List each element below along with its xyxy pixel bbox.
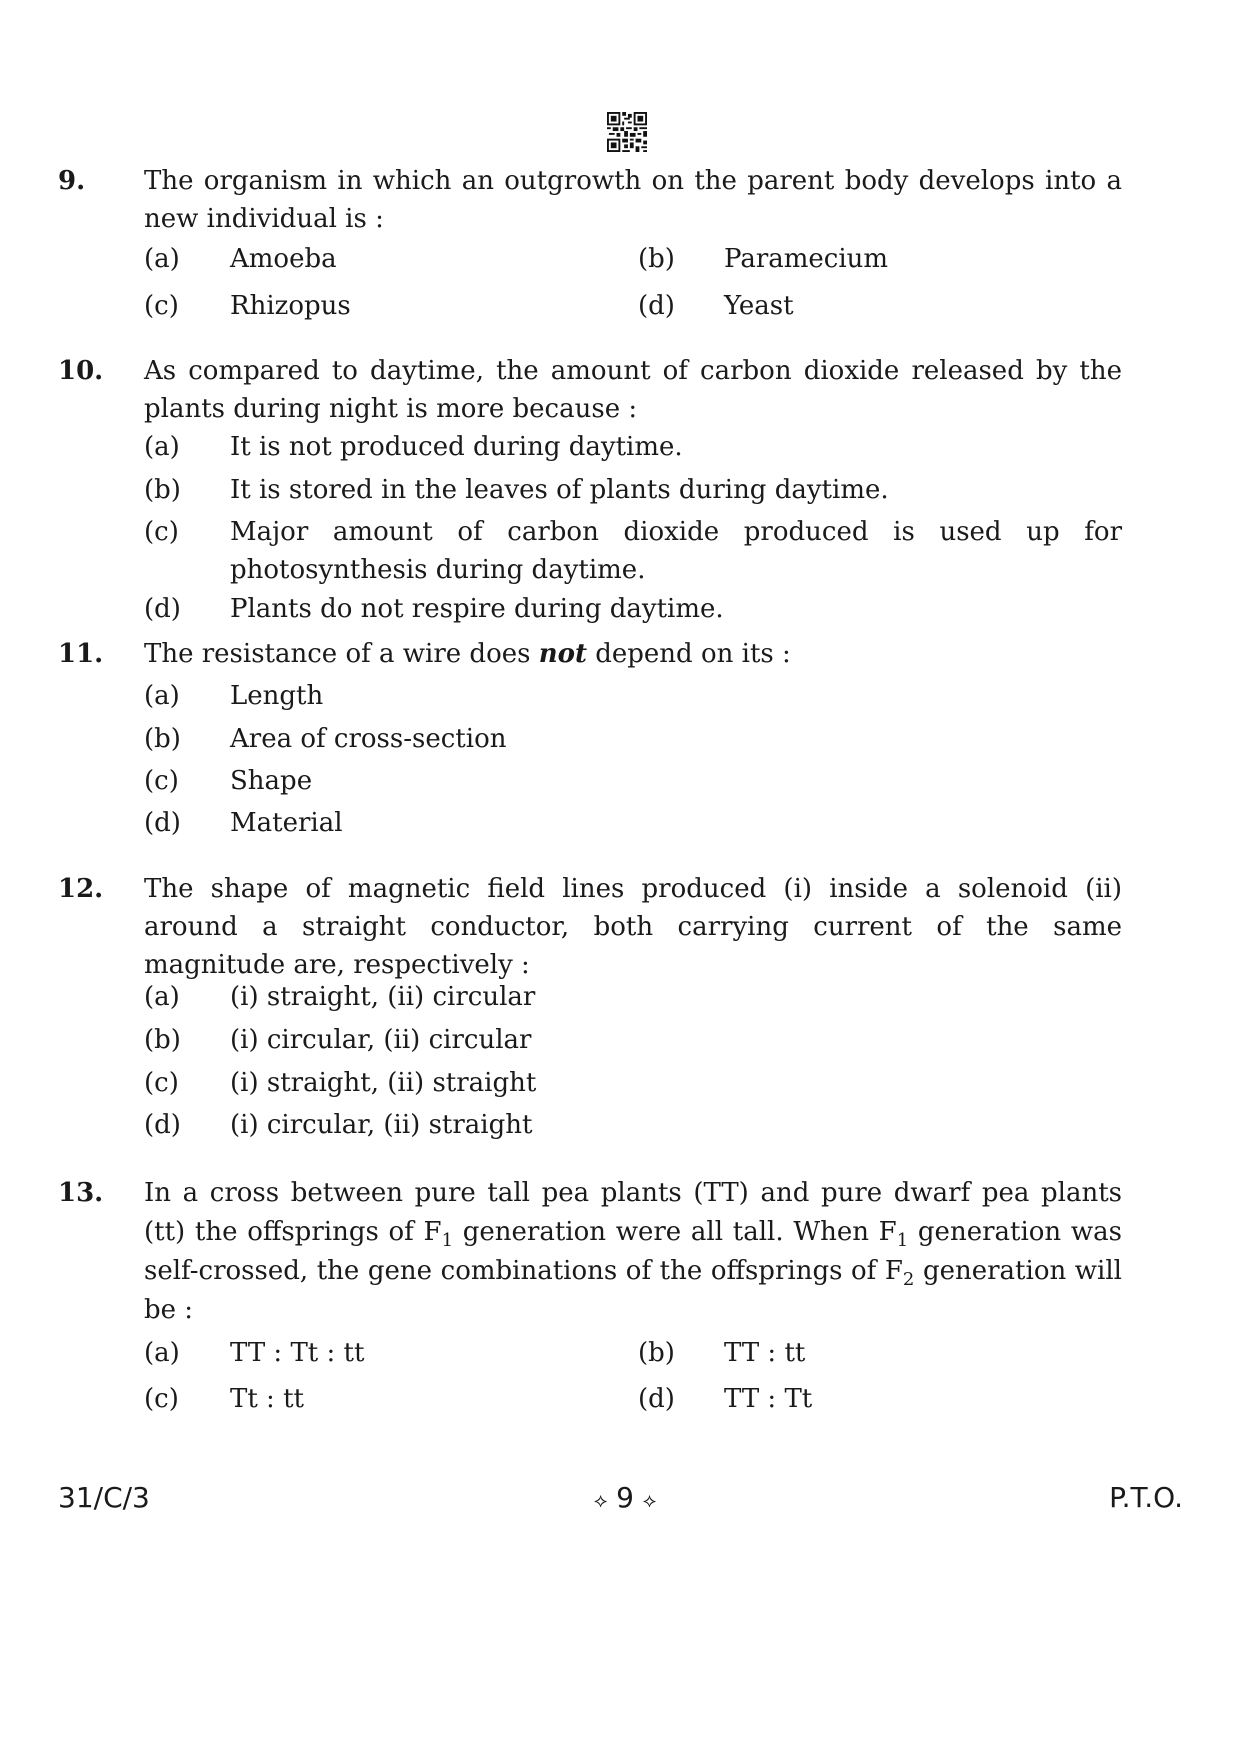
option-label: (d) [144,1110,181,1140]
option-label: (a) [144,681,180,711]
option-text: (i) straight, (ii) straight [230,1068,537,1098]
option-label: (b) [144,475,181,505]
option-text: Area of cross-section [230,724,507,754]
question-number: 11. [58,639,104,669]
question-text-part: generation were all tall. When F [453,1217,897,1247]
ornament-right-icon: ⟡ [642,1488,657,1512]
subscript: 1 [441,1230,454,1251]
paper-code: 31/C/3 [58,1481,150,1514]
question-number: 9. [58,166,86,196]
question-text-part: generation was self-crossed, the gene combinations of the offsprings of F [144,1217,1122,1286]
option-text: It is stored in the leaves of plants during daytime. [230,475,889,505]
question-text: The shape of magnetic field lines produced (i) inside a solenoid (ii) around a straight conductor, both carrying current of the same magnitude are, respectively : [144,874,1122,980]
subscript: 2 [902,1269,915,1290]
option-label: (d) [144,594,181,624]
option-text: Rhizopus [230,291,351,321]
question-number: 13. [58,1178,104,1208]
option-text: Length [230,681,324,711]
question-number: 12. [58,874,104,904]
subscript: 1 [896,1230,909,1251]
question-text-part: depend on its : [586,639,791,669]
option-text: Shape [230,766,313,796]
option-text: Material [230,808,343,838]
option-text: It is not produced during daytime. [230,432,683,462]
pto-label: P.T.O. [1109,1481,1183,1514]
option-text: TT : Tt [724,1384,813,1414]
question-text [144,635,1122,673]
option-text: Yeast [724,291,794,321]
question-text: The organism in which an outgrowth on the parent body develops into a new individual is : [144,166,1122,234]
option-label: (b) [638,1338,675,1368]
option-label: (b) [144,724,181,754]
option-label: (d) [638,291,675,321]
option-label: (a) [144,982,180,1012]
option-label: (c) [144,766,179,796]
option-text: Paramecium [724,244,889,274]
option-label: (c) [144,1384,179,1414]
option-text: (i) straight, (ii) circular [230,982,536,1012]
option-text: Major amount of carbon dioxide produced is used up for photosynthesis during daytime. [230,517,1122,585]
option-text: Plants do not respire during daytime. [230,594,724,624]
option-label: (c) [144,517,179,547]
option-text: TT : Tt : tt [230,1338,365,1368]
option-text: (i) circular, (ii) straight [230,1110,533,1140]
question-number: 10. [58,356,104,386]
qr-code-icon [607,112,647,152]
option-label: (a) [144,432,180,462]
option-label: (d) [144,808,181,838]
option-label: (d) [638,1384,675,1414]
option-label: (a) [144,1338,180,1368]
question-text-part: generation will be : [144,1256,1122,1325]
question-text-part: The resistance of a wire does [144,639,539,669]
option-text: Amoeba [230,244,337,274]
option-text: TT : tt [724,1338,806,1368]
option-label: (b) [144,1025,181,1055]
question-text [144,1174,1122,1330]
emphasis-text: not [538,639,587,669]
ornament-left-icon: ⟡ [593,1488,608,1512]
question-text-part: In a cross between pure tall pea plants (TT) and pure dwarf pea plants (tt) the offsprings of F [144,1178,1122,1247]
option-label: (c) [144,1068,179,1098]
option-text: (i) circular, (ii) circular [230,1025,532,1055]
question-text: As compared to daytime, the amount of carbon dioxide released by the plants during night is more because : [144,356,1122,424]
option-label: (b) [638,244,675,274]
option-label: (a) [144,244,180,274]
option-label: (c) [144,291,179,321]
page-number-value: 9 [616,1481,634,1514]
page-number [570,1478,680,1520]
option-text: Tt : tt [230,1384,304,1414]
